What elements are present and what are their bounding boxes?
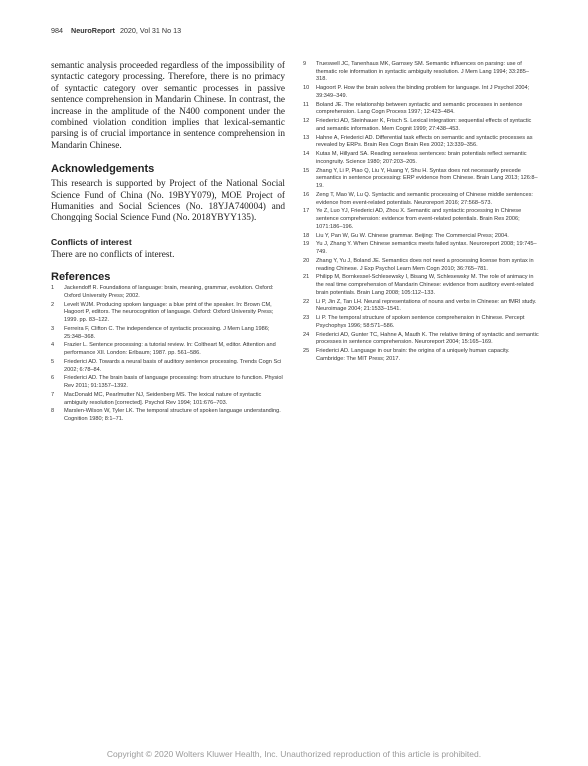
reference-number: 20 [303, 257, 310, 264]
reference-item [303, 118, 539, 133]
reference-number: 1 [51, 285, 55, 292]
acknowledgements-text: This research is supported by Project of the National Social Science Fund of China (No. 19BYY079), MOE Project of Humanities and Social Sciences (No. 18YJA740004) and Chongqing Social Science Fund (No. 2018YBYY135). [51, 179, 285, 224]
reference-number: 5 [51, 358, 55, 365]
reference-item [51, 285, 285, 300]
conflicts-heading: Conflicts of interest [51, 236, 132, 247]
reference-text: Philipp M, Bornkessel-Schlesewsky I, Bisang W, Schlesewsky M. The role of animacy in the real time comprehension of Mandarin Chinese: evidence from auditory event-related brain potentials. Brain Lang 2008; 105:112–133. [316, 274, 534, 296]
reference-item [303, 151, 539, 166]
reference-text: Trueswell JC, Tanenhaus MK, Garnsey SM. Semantic influences on parsing: use of thematic role information in syntactic ambiguity resolution. J Mem Lang 1994; 33:285–318. [316, 61, 529, 83]
reference-text: Hagoort P. How the brain solves the binding problem for language. Int J Psychol 2004; 39:349–349. [316, 85, 530, 99]
reference-item [51, 408, 285, 423]
references-list-left [51, 285, 285, 424]
reference-number: 12 [303, 118, 310, 125]
reference-number: 15 [303, 167, 310, 174]
reference-number: 18 [303, 232, 310, 239]
reference-text: Levelt WJM. Producing spoken language: a blue print of the speaker. In: Brown CM, Hagoort P, editors. The neurocognition of language. Oxford: Oxford University Press; 1999. pp. 83–122. [64, 301, 274, 324]
reference-item [303, 274, 539, 297]
reference-text: Kutas M, Hillyard SA. Reading senseless sentences: brain potentials reflect semantic incongruity. Science 1980; 207:203–205. [316, 151, 527, 165]
reference-item [303, 348, 539, 363]
reference-item [303, 332, 539, 347]
reference-text: Friederici AD. Language in our brain: the origins of a uniquely human capacity. Cambridge: The MIT Press; 2017. [316, 348, 510, 362]
references-heading: References [51, 271, 111, 284]
reference-number: 17 [303, 208, 310, 215]
reference-text: Yu J, Zhang Y. When Chinese semantics meets failed syntax. Neuroreport 2008; 19:745–749. [316, 241, 537, 256]
discussion-paragraph: semantic analysis proceeded regardless of the impossibility of syntactic category processing. Therefore, there is no primacy of syntactic category over semantic processes in passive sentence comprehension in Mandarin Chinese. In contrast, the increase in the amplitude of the N400 component under the combined violation condition implies that lexical-semantic parsing is of crucial importance in sentence comprehension in Mandarin Chinese. [51, 61, 285, 151]
reference-item [51, 359, 285, 374]
reference-item [303, 299, 539, 314]
reference-text: Liu Y, Pan W, Gu W. Chinese grammar. Beijing: The Commercial Press; 2004. [316, 232, 509, 239]
reference-number: 9 [303, 61, 307, 67]
reference-text: Li P. The temporal structure of spoken sentence comprehension in Chinese. Percept Psychophys 1996; 58:571–586. [316, 315, 525, 329]
reference-item [303, 135, 539, 150]
reference-item [303, 61, 539, 84]
reference-item [303, 315, 539, 330]
reference-text: Zhang Y, Yu J, Boland JE. Semantics does not need a processing license from syntax in reading Chinese. J Exp Psychol Learn Mem Cogn 2010; 36:765–781. [316, 257, 534, 272]
reference-number: 2 [51, 301, 55, 308]
reference-number: 6 [51, 375, 55, 382]
reference-text: MacDonald MC, Pearlmutter NJ, Seidenberg MS. The lexical nature of syntactic ambiguity resolution [corrected]. Psychol Rev 1994; 101:676–703. [64, 391, 262, 406]
reference-item [303, 168, 539, 191]
reference-number: 24 [303, 331, 310, 338]
reference-number: 19 [303, 241, 310, 248]
reference-item [303, 192, 539, 207]
page-number: 984 [51, 26, 63, 35]
conflicts-text: There are no conflicts of interest. [51, 249, 175, 260]
reference-text: Friederici AD. The brain basis of language processing: from structure to function. Physiol Rev 2011; 91:1357–1392. [64, 375, 283, 390]
reference-item [51, 326, 285, 341]
reference-number: 10 [303, 85, 310, 92]
reference-number: 3 [51, 325, 55, 332]
reference-number: 21 [303, 274, 310, 281]
reference-item [303, 258, 539, 273]
reference-text: Hahne A, Friederici AD. Differential task effects on semantic and syntactic processes as revealed by ERPs. Brain Res Cogn Brain Res 2002; 13:339–356. [316, 134, 533, 149]
reference-number: 22 [303, 298, 310, 305]
reference-number: 8 [51, 408, 55, 415]
reference-text: Jackendoff R. Foundations of language: brain, meaning, grammar, evolution. Oxford: Oxford University Press; 2002. [64, 285, 274, 299]
reference-text: Boland JE. The relationship between syntactic and semantic processes in sentence comprehension. Lang Cogn Process 1997; 12:423–484. [316, 101, 523, 116]
reference-text: Ferreira F, Clifton C. The independence of syntactic processing. J Mem Lang 1986; 25:348–368. [64, 325, 270, 340]
reference-item [51, 342, 285, 357]
reference-item [51, 392, 285, 407]
journal-citation: 2020, Vol 31 No 13 [119, 26, 182, 35]
reference-number: 7 [51, 391, 55, 398]
reference-number: 4 [51, 342, 55, 349]
reference-item [51, 302, 285, 325]
reference-text: Friederici AD. Towards a neural basis of auditory sentence processing. Trends Cogn Sci 2002; 6:78–84. [64, 358, 282, 373]
reference-number: 14 [303, 151, 310, 158]
reference-number: 11 [303, 101, 309, 108]
reference-item [303, 233, 539, 241]
reference-item [303, 102, 539, 117]
acknowledgements-heading: Acknowledgements [51, 163, 155, 176]
reference-text: Ye Z, Luo YJ, Friederici AD, Zhou X. Semantic and syntactic processing in Chinese sentence comprehension: evidence from event-related potentials. Brain Res 2006; 1071:186–196. [316, 208, 522, 230]
reference-item [303, 85, 539, 100]
reference-text: Friederici AD, Gunter TC, Hahne A, Mauth K. The relative timing of syntactic and semantic processes in sentence comprehension. Neuroreport 2004; 15:165–169. [316, 331, 539, 346]
reference-text: Marslen-Wilson W, Tyler LK. The temporal structure of spoken language understanding. Cognition 1980; 8:1–71. [64, 408, 281, 423]
left-column [51, 61, 285, 425]
right-column [303, 61, 539, 365]
reference-text: Zhang Y, Li P, Piao Q, Liu Y, Huang Y, Shu H. Syntax does not necessarily precede semantics in sentence processing: ERP evidence from Chinese. Brain Lang 2013; 126:8–19. [316, 167, 538, 190]
reference-number: 25 [303, 348, 310, 355]
reference-number: 16 [303, 191, 310, 198]
reference-text: Li P, Jin Z, Tan LH. Neural representations of nouns and verbs in Chinese: an fMRI study. Neuroimage 2004; 21:1533–1541. [316, 298, 537, 313]
reference-text: Friederici AD, Steinhauer K, Frisch S. Lexical integration: sequential effects of syntactic and semantic information. Mem Cognit 1999; 27:438–453. [316, 118, 532, 132]
reference-item [303, 208, 539, 231]
reference-number: 23 [303, 315, 310, 322]
reference-text: Zeng T, Mao W, Lu Q. Syntactic and semantic processing of Chinese middle sentences: evidence from event-related potentials. Neuroreport 2016; 27:568–573. [316, 191, 533, 206]
reference-item [51, 375, 285, 390]
reference-number: 13 [303, 134, 310, 141]
journal-name: NeuroReport [71, 26, 115, 35]
copyright-footer: Copyright © 2020 Wolters Kluwer Health, Inc. Unauthorized reproduction of this article is prohibited. [106, 749, 482, 759]
references-list-right [303, 61, 539, 364]
reference-item [303, 241, 539, 256]
reference-text: Frazier L. Sentence processing: a tutorial review. In: Coltheart M, editor. Attention and performance XII. London: Erlbaum; 1987. pp. 561–586. [64, 342, 276, 357]
running-header [51, 26, 181, 35]
